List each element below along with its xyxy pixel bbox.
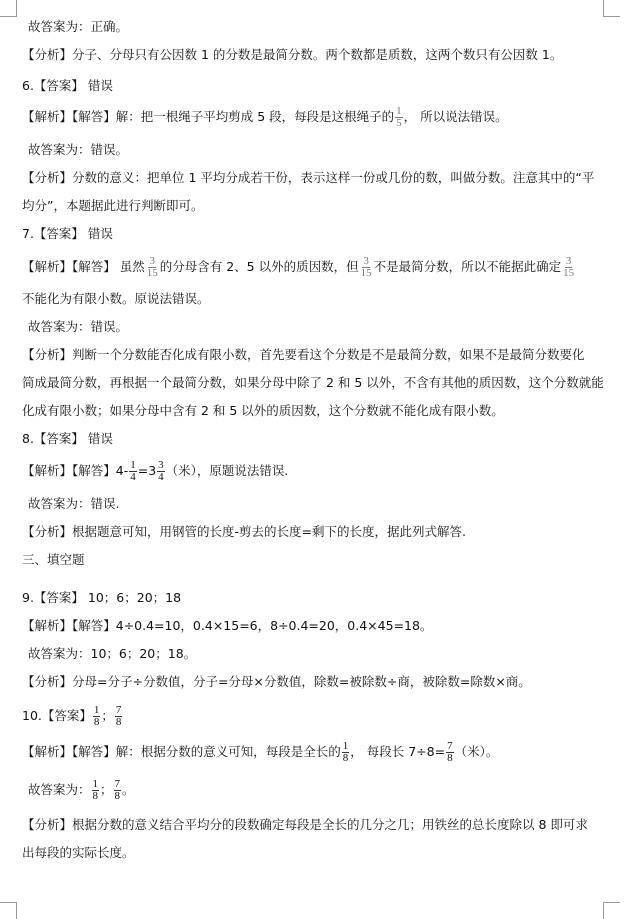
denominator: 8 [342,752,349,764]
fraction [115,705,123,728]
numerator: 1 [93,704,100,716]
numerator: 7 [114,778,121,790]
text-segment: 【解析】【解答】解：根据分数的意义可知，每段是全长的 [22,744,341,759]
numerator: 1 [130,459,136,471]
q9-analysis: 【分析】分母=分子÷分数值，分子=分母×分数值，除数=被除数÷商，被除数=除数×商。 [22,674,531,689]
text-segment: 不是最简分数，所以不能据此确定 [373,259,562,274]
crop-mark-top-left [0,0,17,17]
q6-analysis: 【分析】分数的意义：把单位 1 平均分成若干份，表示这样一份或几份的数，叫做分数。注意其中的“平 [22,170,595,185]
text-segment: ； [101,708,114,723]
fraction [92,779,100,802]
q10-answer [22,705,614,728]
text-segment: 的分母含有 2、5 以外的质因数，但 [159,259,359,274]
fraction [360,256,373,279]
numerator: 1 [396,105,402,117]
q5-analysis: 【分析】分子、分母只有公因数 1 的分数是最简分数。两个数都是质数，这两个数只有公因数 1。 [22,47,563,62]
fraction [146,256,159,279]
text-segment: 【解析】【解答】 虽然 [22,259,145,274]
denominator: 15 [146,267,158,279]
q7-analysis-cont1: 简成最简分数，再根据一个最简分数，如果分母中除了 2 和 5 以外，不含有其他的质因数，这个分数就能 [22,375,604,390]
fraction [93,705,101,728]
text-segment: （米）。 [454,744,499,759]
q9-answer-conclusion: 故答案为：10；6；20；18。 [28,646,197,661]
q6-explanation [22,106,614,129]
text-segment: ； [100,782,113,797]
denominator: 5 [396,117,402,129]
fraction [446,741,454,764]
q6-answer-conclusion: 故答案为：错误。 [28,142,129,157]
fraction [395,106,403,129]
denominator: 4 [130,471,136,483]
q8-analysis: 【分析】根据题意可知，用钢管的长度-剪去的长度=剩下的长度，据此列式解答. [22,524,466,539]
fraction [129,460,137,483]
fraction [342,741,350,764]
text-segment: （米），原题说法错误. [165,463,289,478]
crop-mark-bottom-right [603,902,620,919]
fraction [562,256,575,279]
text-segment: 10.【答案】 [22,708,92,723]
text-segment: 。 [122,782,135,797]
numerator: 7 [115,704,122,716]
denominator: 8 [115,716,122,728]
section-fill-in-blanks: 三、填空题 [22,552,85,567]
q10-analysis-cont: 出每段的实际长度。 [22,845,135,860]
denominator: 4 [158,471,164,483]
text-segment: ， 所以说法错误。 [403,109,508,124]
q9-explanation: 【解析】【解答】4÷0.4=10，0.4×15=6，8÷0.4=20，0.4×45=18。 [22,618,433,633]
numerator: 3 [149,255,155,267]
q6-analysis-cont: 均分”，本题据此进行判断即可。 [22,198,204,213]
text-segment: ， 每段长 7÷8= [350,744,446,759]
text-segment: 【解析】【解答】解：把一根绳子平均剪成 5 段，每段是这根绳子的 [22,109,395,124]
q7-explanation-cont: 不能化为有限小数。原说法错误。 [22,291,210,306]
numerator: 3 [363,255,369,267]
denominator: 8 [114,790,121,802]
q7-explanation [22,256,614,279]
text-segment: 故答案为： [28,782,91,797]
numerator: 3 [158,459,164,471]
q9-answer: 9.【答案】 10；6；20；18 [22,590,182,605]
denominator: 15 [563,267,575,279]
denominator: 8 [92,790,99,802]
text-segment: 【解析】【解答】4- [22,463,129,478]
q7-answer: 7.【答案】 错误 [22,226,113,241]
denominator: 15 [360,267,372,279]
q8-explanation [22,460,614,483]
crop-mark-bottom-left [0,902,17,919]
fraction [157,460,165,483]
crop-mark-top-right [603,0,620,17]
q7-answer-conclusion: 故答案为：错误。 [28,319,129,334]
q7-analysis-cont2: 化成有限小数；如果分母中含有 2 和 5 以外的质因数，这个分数就不能化成有限小数。 [22,403,504,418]
q10-answer-conclusion [28,779,614,802]
q10-analysis: 【分析】根据分数的意义结合平均分的段数确定每段是全长的几分之几；用铁丝的总长度除以 8 即可求 [22,817,588,832]
text-segment: =3 [137,463,157,478]
fraction [114,779,122,802]
denominator: 8 [93,716,100,728]
q5-answer-conclusion: 故答案为：正确。 [28,19,129,34]
q8-answer: 8.【答案】 错误 [22,431,113,446]
q8-answer-conclusion: 故答案为：错误. [28,496,120,511]
numerator: 1 [342,740,349,752]
q7-analysis: 【分析】判断一个分数能否化成有限小数，首先要看这个分数是不是最简分数，如果不是最简分数要化 [22,347,585,362]
numerator: 7 [447,740,453,752]
numerator: 3 [565,255,572,267]
q6-answer: 6.【答案】 错误 [22,78,113,93]
denominator: 8 [447,752,453,764]
q10-explanation [22,741,614,764]
numerator: 1 [92,778,99,790]
